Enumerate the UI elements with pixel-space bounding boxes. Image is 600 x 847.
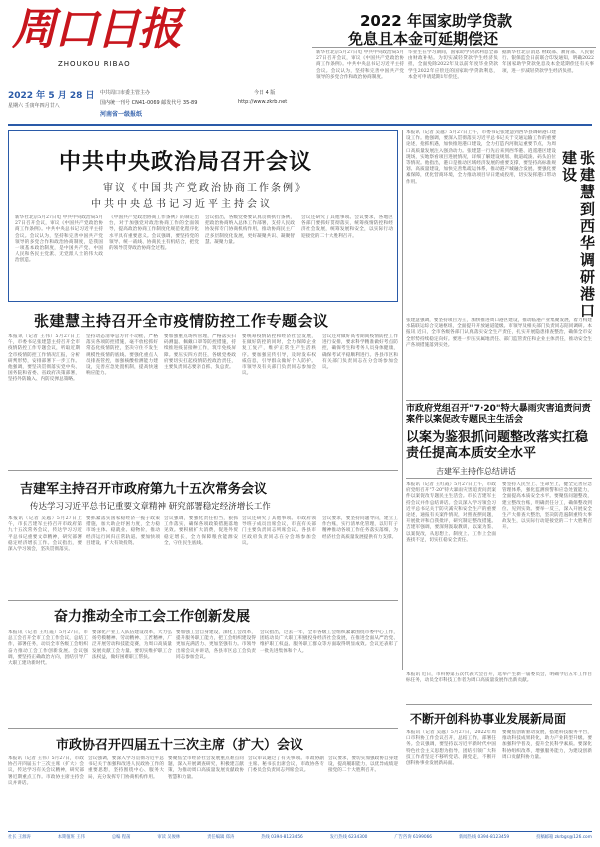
union-col-4: 会议指出，过去一年，全市各级工会组织紧紧围绕市委中心工作，团结动员广大职工积极投身经济社会发展，在推进全面从严治党、维护职工权益、服务职工群众等方面取得明显成效。会议还表彰了一批先进集体和个人。 [260,630,398,654]
union-col-2: 要深化产业工人队伍建设改革，大力弘扬劳模精神、劳动精神、工匠精神，广泛开展劳动和技能竞赛，为周口高质量发展贡献工会力量。要切实维护职工合法权益，做好困难职工帮扶。 [92,630,172,660]
cppcc-col-1: 本报讯（记者 王伟）5月27日，市政协召开四届五十三次主席（扩大）会议，传达学习有关会议精神，研究部署近期重点工作。市政协主席主持会议并讲话。 [8,756,84,786]
exec-headline: 吉建军主持召开市政府第九十五次常务会议 [20,482,268,497]
rule-cppcc-top [8,728,398,729]
sidebar-block2-headline: 以案为鉴狠抓问题整改落实扛稳责任提高本质安全水平 [406,430,589,461]
sidebar-vertical-headline: 张建慧到西华调研港口建设 [560,150,596,320]
masthead-brief-3: 据新华社北京消息 财政部、教育部、人民银行、银保监会日前联合印发通知，明确2022年国家助学贷款免息及本金延期偿还有关事项，进一步减轻贷款学生经济负担。 [502,50,594,74]
masthead-pinyin: ZHOUKOU RIBAO [58,60,131,68]
footer-item: 广告咨询 6199066 [394,835,433,840]
footer-item: 总编 程菡 [111,835,131,840]
exec-col-2: 要抓紧落实国家稳经济一揽子政策措施，加大助企纾困力度，全力稳市场主体、稳就业、稳物价，推动经济运行回归正常轨道。要加快项目建设，扩大有效投资。 [86,516,160,546]
lead-subhead-2: 中共中央总书记习近平主持会议 [91,199,273,210]
footer-item: 本期值班 王伟 [57,835,85,840]
cppcc-col-5: 会议要求，要切实加强政协自身建设，提高履职能力，以优异成绩迎接党的二十大胜利召开。 [328,756,398,774]
exec-col-5: 会议要求，要坚持问题导向，建立工作台账，实行清单化管理，以钉钉子精神推动各项工作任务落实落细，为经济社会高质量发展提供有力支撑。 [322,516,398,540]
covid-col-4: 要统筹疫情防控和经济社会发展，在做好防控的同时，全力保障企业复工复产，维护正常生产生活秩序。要加强宣传引导，及时发布权威信息，引导群众做好个人防护。市领导及有关部门负责同志参加会议。 [242,334,316,377]
footer-item: 热线 0394-8123456 [261,835,303,840]
sidebar-block1-headline: 市政府党组召开"7·20"特大暴雨灾害追责问责案件以案促改专题民主生活会 [406,404,591,425]
covid-col-3: 要加强重点场所管理，严格落实扫码测温、佩戴口罩等防控措施，持续推进疫苗接种工作，筑牢免疫屏障。要压实四方责任，各级党委政府要切实扛起疫情防控政治责任，主要负责同志要亲自抓、负总责。 [164,334,236,371]
sidebar-rule-2 [406,478,592,479]
cppcc-col-4: 会议审议通过了有关事项。市政协副主席、秘书长出席会议，市政协各专门委员会负责同志列席会议。 [248,756,324,774]
union-headline: 奋力推动全市工会工作创新发展 [54,609,250,625]
exec-subhead: 传达学习习近平总书记重要文章精神 研究部署稳定经济增长工作 [30,502,271,512]
union-col-3: 要加强工会自身建设，深化工会改革，提升服务职工能力，把工会组织建设得更加充满活力、更加坚强有力。市领导出席会议并讲话，各县市区总工会负责同志参加会议。 [176,630,256,660]
top-right-headline-1: 2022 年国家助学贷款 [360,12,512,30]
footer-item: 发行热线 6234300 [329,835,368,840]
footer-item[interactable]: 投稿邮箱 zkrbgs@126.com [536,835,592,840]
footer-item: 审读 吴俊林 [157,835,181,840]
sidebar-body-5: 本报讯 近日，市科协第五次代表大会召开，选举产生新一届委员会，明确今后五年工作目标任务，动员全市科技工作者为周口高质量发展作出新贡献。 [406,672,592,684]
issn: 国内统一刊号 CN41-0069 邮发代号 35-89 [100,100,198,106]
sidebar-body-4: 要坚持人民至上、生命至上，健全完善应急管理体系，强化监测预警和应急处置能力，全面提高本质安全水平。要聚焦问题整改，建立整改台账，明确责任分工，确保整改到位、见到实效。要举一反三，深入开展安全生产大排查大整治，坚决防范遏制重特大事故发生，以实际行动迎接党的二十大胜利召开。 [502,482,592,531]
publisher: 中共周口市委主管主办 [100,90,151,96]
covid-col-2: 坚持动态清零总方针不动摇，严格落实各项防控措施，毫不放松抓好常态化疫情防控，坚决守住不发生规模性疫情的底线。要强化重点人员排查管控，加强核酸检测能力建设，完善应急处置机制，提高快速响应能力。 [86,334,158,377]
masthead-brief-2: 毕业生在学习期间，国家助学贷款利息全部由财政补贴。为切实减轻贷款学生经济负担，全面免除2022年及以前年度毕业贷款学生2022年应偿还的国家助学贷款利息，本金可申请延期1年偿还。 [408,50,498,80]
innovation-col-1: 本报讯（记者 吴越）5月27日，2022年周口市科协工作会议召开，总结工作，部署任务。会议强调，要坚持以习近平新时代中国特色社会主义思想为指导，团结引领广大科技工作者坚定不移听党话、跟党走，不断开创科协事业发展新局面。 [406,730,496,767]
masthead-rule [8,124,592,126]
sidebar-rule-1 [406,400,592,401]
union-col-1: 本报讯（记者 王红霞）5月27日，市总工会召开全市工会工作会议，总结工作，部署任务，动员全市各级工会组织奋力推动工会工作创新发展。会议强调，要坚持正确政治方向，团结引导广大职工建功新时代。 [8,630,88,667]
footer-rule [8,831,592,832]
date: 2022 年 5 月 28 日 [8,91,95,101]
innovation-col-2: 要聚焦创新驱动发展，搭建科技服务平台，推动科技成果转化，助力产业转型升级。要加强科学普及，提升全民科学素质。要深化科协组织改革，增强服务能力，为建设创新周口贡献科协力量。 [502,730,592,760]
exec-col-4: 会议还研究了其他事项。市政府领导班子成员出席会议，市直有关部门主要负责同志列席会议。各县市区政府负责同志在分会场参加会议。 [242,516,316,546]
lead-article [8,130,398,302]
covid-headline: 张建慧主持召开全市疫情防控工作专题会议 [34,312,329,330]
footer-bar [8,834,592,844]
sidebar-divider [402,130,403,670]
masthead-title: 周口日报 [12,4,180,55]
innovation-headline: 不断开创科协事业发展新局面 [410,712,567,726]
footer-item: 责任编辑 郑涛 [207,835,235,840]
masthead-brief-1: 新华社北京5月27日电 中共中央政治局5月27日召开会议，审议《中国共产党政治协商工作条例》。中共中央总书记习近平主持会议。会议认为，坚持和完善中国共产党领导的多党合作和政治协商制度。 [316,50,404,80]
sidebar-body-3: 本报讯（记者 王红霞）5月27日上午，市政府党组召开"7·20"特大暴雨灾害追责问责案件以案促改专题民主生活会。市长吉建军主持会议并作总结讲话。会议深入学习领会习近平总书记关于防灾减灾和安全生产的重要论述，通报有关案件情况，对照查摆问题，开展批评和自我批评，研究制定整改措施。吉建军强调，要深刻汲取教训，以案为鉴、以案促改，从思想上、制度上、工作上全面查找不足，切实扛稳安全责任。 [406,482,496,543]
lead-subhead-1: 审议《中国共产党政治协商工作条例》 [103,183,307,194]
rule-exec-top [8,470,398,471]
covid-col-1: 本报讯（记者 王伟）5月27日上午，市委书记张建慧主持召开全市疫情防控工作专题会议，听取近期全市疫情防控工作情况汇报，分析研判形势，安排部署下一步工作。他强调，要坚决贯彻落实党中央、国务院和省委、省政府决策部署，坚持外防输入、内防反弹总策略。 [8,334,80,383]
masthead-meta [8,88,308,122]
footer-item: 社长 王源涛 [8,835,31,840]
lead-body-col-1: 新华社北京5月27日电 中共中央政治局5月27日召开会议，审议《中国共产党政治协商工作条例》。中共中央总书记习近平主持会议。会议认为，坚持和完善中国共产党领导的多党合作和政治协商制度，是我国一项基本政治制度，是中国共产党、中国人民和各民主党派、无党派人士的伟大政治创造。 [15,215,103,264]
cppcc-col-2: 会议强调，要深入学习贯彻习近平总书记关于加强和改进人民政协工作的重要思想，坚持围绕中心、服务大局，充分发挥专门协商机构作用。 [88,756,164,780]
sidebar-body-2: 张建慧强调，要坚持项目为王，加快推进周口港区建设，推动临港产业集聚发展，着力构建水陆联运综合交通枢纽，全面提升开放通道能级。市领导及相关部门负责同志陪同调研。本报讯 近日，全市各级各部门认真落实安全生产责任，扎实开展隐患排查整治，确保全市安全形势持续稳定向好。要进一步压实属地责任、部门监管责任和企业主体责任，推动安全生产各项措施落到实处。 [406,318,592,348]
site-url[interactable]: http://www.zkrb.net [238,99,288,105]
lead-body-col-2: 《中国共产党政治协商工作条例》的制定出台，对于加强党对政治协商工作的全面领导，提高政治协商工作制度化规范化程序化水平具有重要意义。会议强调，要坚持党的领导、统一战线、协商民主有机结合，把党的领导贯穿政治协商全过程。 [109,215,199,252]
top-right-box [312,4,596,48]
lead-body-col-4: 会议还研究了其他事项。会议要求，各地区各部门要抓好贯彻落实，统筹疫情防控和经济社会发展，统筹发展和安全，以实际行动迎接党的二十大胜利召开。 [301,215,393,239]
top-right-headline-2: 免息且本金可延期偿还 [348,30,499,48]
cppcc-headline: 市政协召开四届五十三次主席（扩大）会议 [56,738,304,753]
honor-badge: 河南省一级报纸 [100,111,143,118]
cppcc-col-3: 要聚焦全市经济社会发展重点难点问题，深入开展调查研究，积极建言献策，为推动周口高质量发展贡献政协智慧和力量。 [168,756,244,780]
lead-body-col-3: 会议指出，各级党委要认真贯彻执行条例，把政治协商纳入总体工作部署，支持人民政协发挥专门协商机构作用，推动协商民主广泛多层制度化发展，更好凝聚共识、凝聚智慧、凝聚力量。 [205,215,295,245]
sidebar-body-1: 本报讯（记者 吴越）5月27日上午，市委书记张建慧到西华县调研港口建设工作。他强调，要深入贯彻落实习近平总书记关于交通运输工作的重要论述，抢抓机遇，加快推进港口建设，全力打造内河航运重要节点，为周口高质量发展注入强劲动力。张建慧一行先后来到西华港、逍遥港区建设现场，实地察看项目进展情况，详细了解建设规划、航道疏浚、码头泊位等情况。他指出，港口是推动区域经济发展的重要支撑，要坚持高标准规划、高质量建设，加快完善集疏运体系，推动港产城融合发展。要强化要素保障，优化营商环境，全力推动项目早日建成投用，切实发挥港口带动作用。 [406,130,556,185]
exec-col-1: 本报讯（记者 吴越）5月27日上午，市长吉建军主持召开市政府第九十五次常务会议，传达学习习近平总书记重要文章精神，研究部署稳定经济增长工作。会议指出，要深入学习领会，坚决贯彻落实。 [8,516,82,553]
footer-item: 新闻热线 0394-8123459 [458,835,510,840]
rule-union-top [8,600,398,601]
sidebar-block2-sub: 吉建军主持作总结讲话 [436,467,516,476]
weekday: 星期六 壬寅年四月廿八 [8,103,60,109]
rule-innovation-top [406,704,592,705]
lead-headline: 中共中央政治局召开会议 [59,150,313,175]
edition: 今日 4 版 [254,90,276,96]
exec-col-3: 会议强调，要强化责任担当，狠抓工作落实，确保各项政策措施落地见效。要积极扩大消费，促进外贸稳定增长，全力保障粮食能源安全，守住民生底线。 [164,516,238,546]
masthead [8,4,308,86]
covid-col-5: 会议还对做好高考期间疫情防控工作进行安排，要求科学精准做好考点防控，确保考生和考务人员身体健康，确保考试平稳顺利进行。各县市区和有关部门负责同志在分会场参加会议。 [322,334,398,371]
